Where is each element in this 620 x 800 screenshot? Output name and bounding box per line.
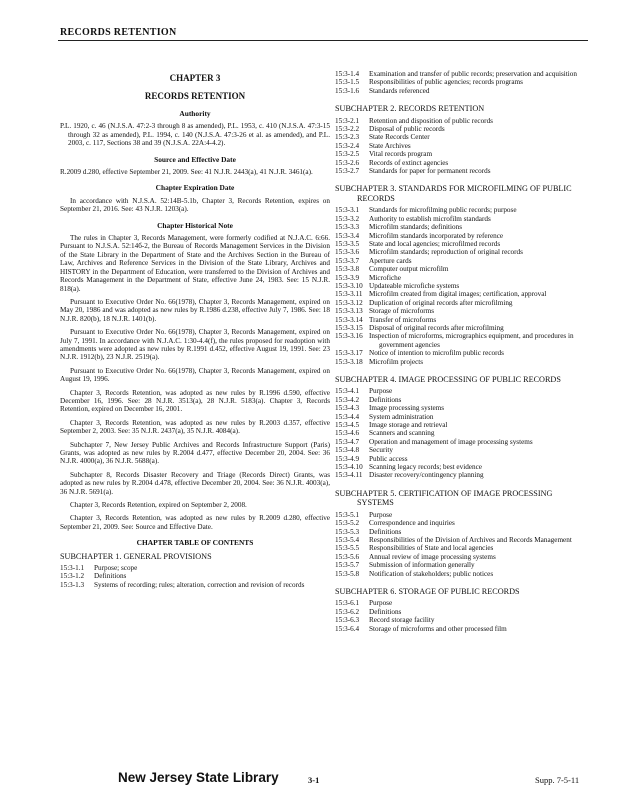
toc-entry-number: 15:3-5.7 — [335, 561, 360, 570]
toc-entry-number: 15:3-3.5 — [335, 239, 360, 248]
toc-entry-title: Definitions — [369, 527, 402, 536]
toc-entry-title: Microfilm standards; definitions — [369, 223, 463, 232]
subchapter-1-title: SUBCHAPTER 1. GENERAL PROVISIONS — [60, 551, 212, 561]
toc-entry-number: 15:3-4.6 — [335, 429, 360, 438]
toc-entry — [335, 413, 590, 421]
toc-entry — [335, 404, 590, 412]
toc-entry-title: Microfilm standards; reproduction of original records — [369, 248, 523, 257]
toc-entry — [335, 150, 590, 158]
toc-entry-number: 15:3-6.2 — [335, 607, 360, 616]
toc-entry-number: 15:3-3.10 — [335, 281, 363, 290]
toc-entry-title: Duplication of original records after microfilming — [369, 298, 513, 307]
toc-entry-title: Security — [369, 446, 393, 455]
toc-entry — [335, 299, 590, 307]
toc-entry-title: Correspondence and inquiries — [369, 519, 455, 528]
toc-entry — [335, 358, 590, 366]
toc-entry-title: Disaster recovery/contingency planning — [369, 471, 484, 480]
toc-entry-number: 15:3-4.2 — [335, 395, 360, 404]
historical-paragraph: Chapter 3, Records Retention, expired on September 2, 2008. — [70, 501, 247, 510]
subchapter-title: SUBCHAPTER 4. IMAGE PROCESSING OF PUBLIC RECORDS — [335, 375, 561, 384]
toc-entry-title: Examination and transfer of public records; preservation and acquisition — [369, 70, 577, 78]
toc-entry-number: 15:3-1.1 — [60, 564, 85, 573]
toc-entry-title: Notice of intention to microfilm public records — [369, 349, 504, 358]
toc-entry-number: 15:3-4.3 — [335, 404, 360, 413]
toc-entry-number: 15:3-1.2 — [60, 572, 85, 581]
toc-entry — [335, 133, 590, 141]
toc-entry-number: 15:3-1.6 — [335, 86, 360, 95]
toc-entry-title: Standards for microfilming public records; purpose — [369, 206, 517, 215]
toc-entry-number: 15:3-5.2 — [335, 519, 360, 528]
toc-entry-title: Notification of stakeholders; public notices — [369, 569, 494, 578]
toc-entry-number: 15:3-4.5 — [335, 421, 360, 430]
toc-entry-title: Record storage facility — [369, 616, 435, 625]
subchapter-title: SUBCHAPTER 2. RECORDS RETENTION — [335, 104, 485, 114]
historical-paragraph: Subchapter 8, Records Disaster Recovery and Triage (Records Direct) Grants, was adopted as new rules by R.2004 d.478, effective December 20, 2004. See: 36 N.J.R. 4003(a), 36 N.J.R. 5691(a). — [60, 470, 330, 496]
toc-entry — [335, 206, 590, 214]
toc-entry-number: 15:3-3.1 — [335, 206, 360, 215]
toc-entry-title: Responsibilities of public agencies; records programs — [369, 78, 523, 87]
toc-entry-number: 15:3-2.6 — [335, 158, 360, 167]
expiration-heading: Chapter Expiration Date — [155, 183, 235, 193]
toc-entry-number: 15:3-3.2 — [335, 214, 360, 223]
toc-entry — [335, 455, 590, 463]
toc-entry — [335, 446, 590, 454]
subchapter-title: SUBCHAPTER 6. STORAGE OF PUBLIC RECORDS — [335, 586, 520, 596]
historical-heading: Chapter Historical Note — [157, 220, 233, 230]
toc-entry — [335, 608, 590, 616]
toc-entry — [335, 316, 590, 324]
toc-entry-title: Public access — [369, 454, 408, 463]
toc-entry — [335, 290, 590, 298]
toc-entry-number: 15:3-6.3 — [335, 616, 360, 625]
toc-entry — [335, 553, 590, 561]
toc-entry-title: Transfer of microforms — [369, 315, 437, 324]
toc-entry-title: State and local agencies; microfilmed records — [369, 239, 501, 248]
toc-entry — [335, 223, 590, 231]
toc-entry-number: 15:3-5.3 — [335, 527, 360, 536]
toc-entry-number: 15:3-3.9 — [335, 273, 360, 282]
toc-entry-title: Aperture cards — [369, 256, 412, 265]
toc-entry — [335, 519, 590, 527]
toc-entry-title: Definitions — [94, 572, 127, 581]
toc-entry-title: State Archives — [369, 141, 411, 150]
toc-entry — [335, 616, 590, 624]
toc-entry — [335, 248, 590, 256]
toc-entry-number: 15:3-2.2 — [335, 125, 360, 134]
historical-paragraph: The rules in Chapter 3, Records Management, were formerly codified at N.J.A.C. 6:66. Pursuant to N.J.S.A. 52:14б-2, the Bureau of Records Management Services in the Division of the State Library in the Department of State and the Archives Section in the Bureau of Law, Archives and Reference Services in the Division of the State Library, Archives and HISTORY in the Department of Education, were transferred to the Division of Archives and Records Management in the Department of State, effective June 24, 1983. See: 15 N.J.R. 818(a). — [60, 234, 330, 293]
toc-entry-title: Image storage and retrieval — [369, 421, 448, 430]
toc-entry — [335, 438, 590, 446]
toc-entry — [335, 70, 590, 78]
historical-paragraph: Pursuant to Executive Order No. 66(1978), Chapter 3, Records Management, expired on July 7, 1991. In accordance with N.J.A.C. 1:30-4.4(f), the rules proposed for readoption with amendments were adopted as new rules by R.1991 d.452, effective August 19, 1991. See: 23 N.J.R. 1912(b), 23 N.J.R. 2519(a). — [60, 328, 330, 362]
toc-entry — [335, 421, 590, 429]
chapter-label: CHAPTER 3 — [169, 73, 221, 83]
source-heading: Source and Effective Date — [154, 154, 236, 164]
toc-entry — [335, 463, 590, 471]
toc-entry-title: Responsibilities of State and local agencies — [369, 544, 494, 553]
toc-entry — [335, 159, 590, 167]
toc-entry-title: Image processing systems — [369, 404, 445, 413]
toc-entry — [335, 625, 590, 633]
toc-entry — [335, 536, 590, 544]
toc-entry-title: Responsibilities of the Division of Archives and Records Management — [369, 535, 572, 544]
toc-entry-title: Inspection of microforms, micrographics equipment, and procedures in government agencies — [369, 332, 574, 349]
toc-entry — [335, 282, 590, 290]
toc-entry-number: 15:3-3.4 — [335, 231, 360, 240]
toc-entry-title: Purpose — [369, 387, 393, 396]
toc-entry-number: 15:3-5.5 — [335, 544, 360, 553]
toc-entry — [335, 257, 590, 265]
toc-entry-number: 15:3-1.4 — [335, 70, 360, 78]
toc-entry — [335, 429, 590, 437]
footer-supplement: Supp. 7-5-11 — [535, 775, 580, 785]
authority-heading: Authority — [179, 109, 211, 118]
toc-entry — [335, 274, 590, 282]
historical-paragraph: Chapter 3, Records Retention, was adopted as new rules by R.2009 d.280, effective September 21, 2009. See: Source and Effective Date. — [60, 514, 330, 531]
toc-entry-title: Submission of information generally — [369, 561, 475, 570]
toc-entry-title: Annual review of image processing systems — [369, 552, 496, 561]
toc-entry-title: Vital records program — [369, 150, 433, 159]
toc-entry — [335, 349, 590, 357]
toc-entry — [335, 396, 590, 404]
chapter-title: RECORDS RETENTION — [144, 91, 246, 101]
header-rule — [58, 40, 588, 41]
toc-entry — [335, 265, 590, 273]
subchapter-title: SUBCHAPTER 5. CERTIFICATION OF IMAGE PROCESSING SYSTEMS — [335, 488, 553, 508]
toc-entry-number: 15:3-5.1 — [335, 510, 360, 519]
toc-entry-number: 15:3-2.4 — [335, 141, 360, 150]
toc-entry-title: Systems of recording; rules; alteration, correction and revision of records — [94, 580, 305, 589]
toc-entry-number: 15:3-2.5 — [335, 150, 360, 159]
toc-entry-title: Operation and management of image processing systems — [369, 437, 533, 446]
toc-entry-title: Scanners and scanning — [369, 429, 435, 438]
toc-entry — [335, 387, 590, 395]
toc-entry-number: 15:3-4.1 — [335, 387, 360, 396]
toc-entry — [335, 544, 590, 552]
running-header: RECORDS RETENTION — [60, 27, 177, 38]
toc-entry-title: System administration — [369, 412, 434, 421]
toc-entry — [335, 240, 590, 248]
toc-entry-title: Microfiche — [369, 273, 401, 282]
toc-entry — [335, 324, 590, 332]
toc-entry-title: Definitions — [369, 607, 402, 616]
toc-entry-number: 15:3-1.3 — [60, 580, 85, 589]
left-column — [60, 70, 330, 589]
toc-entry-number: 15:3-3.15 — [335, 323, 363, 332]
toc-entry-title: Definitions — [369, 395, 402, 404]
toc-entry — [335, 167, 590, 175]
toc-entry — [335, 471, 590, 479]
source-text: R.2009 d.280, effective September 21, 2009. See: 41 N.J.R. 2443(a), 41 N.J.R. 3461(a). — [60, 168, 313, 177]
toc-entry-title: Authority to establish microfilm standards — [369, 214, 491, 223]
toc-entry — [335, 117, 590, 125]
toc-entry — [335, 561, 590, 569]
authority-text: P.L. 1920, c. 46 (N.J.S.A. 47:2-3 through 8 as amended), P.L. 1953, c. 410 (N.J.S.A. 47:3-15 through 32 as amended), P.L. 1994, c. 140 (N.J.S.A. 47:3-26 et al. as amended), and P.L. 2003, c. 117, Sections 38 and 39 (N.J.S.A. 22A:4-4.2). — [60, 122, 330, 148]
toc-entry-number: 15:3-4.9 — [335, 454, 360, 463]
continued-toc-list — [335, 70, 590, 95]
toc-entry — [335, 599, 590, 607]
toc-entry — [335, 511, 590, 519]
toc-entry — [60, 564, 330, 572]
toc-entry-number: 15:3-4.10 — [335, 463, 363, 472]
toc-entry — [60, 581, 330, 589]
toc-entry-number: 15:3-5.6 — [335, 552, 360, 561]
footer-library-name: New Jersey State Library — [118, 770, 279, 785]
historical-paragraph: Chapter 3, Records Retention, was adopted as new rules by R.2003 d.357, effective September 2, 2003. See: 35 N.J.R. 2437(a), 35 N.J.R. 4084(a). — [60, 418, 330, 436]
toc-entry-title: Microfilm created from digital images; certification, approval — [369, 290, 547, 299]
footer-page-number: 3-1 — [308, 775, 320, 785]
toc-entry-number: 15:3-3.8 — [335, 265, 360, 274]
subchapter-title: SUBCHAPTER 3. STANDARDS FOR MICROFILMING OF PUBLIC RECORDS — [335, 184, 572, 203]
toc-entry — [60, 572, 330, 580]
toc-entry-number: 15:3-3.17 — [335, 349, 363, 358]
toc-entry-title: Storage of microforms and other processed film — [369, 624, 507, 633]
toc-entry-number: 15:3-2.1 — [335, 116, 360, 125]
toc-entry — [335, 142, 590, 150]
toc-entry-number: 15:3-3.12 — [335, 298, 363, 307]
toc-entry-title: Microfilm projects — [369, 357, 424, 366]
toc-entry-number: 15:3-5.4 — [335, 535, 360, 544]
toc-entry-number: 15:3-4.4 — [335, 412, 360, 421]
toc-entry-title: Scanning legacy records; best evidence — [369, 463, 482, 472]
subchapter-list — [335, 104, 590, 633]
toc-entry-title: Retention and disposition of public records — [369, 116, 493, 125]
toc-entry-number: 15:3-3.7 — [335, 256, 360, 265]
toc-entry — [335, 215, 590, 223]
toc-entry-number: 15:3-4.7 — [335, 437, 360, 446]
toc-entry-number: 15:3-4.8 — [335, 446, 360, 455]
toc-entry-title: Storage of microforms — [369, 307, 435, 316]
toc-entry-number: 15:3-3.18 — [335, 357, 363, 366]
toc-entry — [335, 87, 590, 95]
toc-heading: CHAPTER TABLE OF CONTENTS — [136, 538, 254, 548]
toc-entry-number: 15:3-4.11 — [335, 471, 363, 480]
historical-paragraph: Subchapter 7, New Jersey Public Archives and Records Infrastructure Support (Paris) Grants, was adopted as new rules by R.2004 d.477, effective December 20, 2004. See: 36 N.J.R. 4000(a), 36 N.J.R. 5688(a). — [60, 440, 330, 466]
toc-entry-number: 15:3-3.6 — [335, 248, 360, 257]
toc-entry-title: Updateable microfiche systems — [369, 281, 460, 290]
toc-entry-number: 15:3-6.1 — [335, 599, 360, 608]
toc-entry-number: 15:3-5.8 — [335, 569, 360, 578]
toc-entry — [335, 528, 590, 536]
toc-entry-number: 15:3-1.5 — [335, 78, 360, 87]
toc-entry — [335, 78, 590, 86]
historical-paragraph: Pursuant to Executive Order No. 66(1978), Chapter 3, Records Management, expired on August 19, 1996. — [60, 366, 330, 384]
toc-entry-title: State Records Center — [369, 133, 430, 142]
toc-entry-title: Purpose — [369, 599, 393, 608]
toc-entry — [335, 332, 590, 349]
toc-entry-title: Purpose — [369, 510, 393, 519]
toc-entry-title: Standards referenced — [369, 86, 430, 95]
right-column — [335, 70, 590, 633]
toc-entry — [335, 232, 590, 240]
toc-entry-number: 15:3-2.7 — [335, 167, 360, 176]
historical-paragraph: Pursuant to Executive Order No. 66(1978), Chapter 3, Records Management, expired on May 20, 1986 and was adopted as new rules by R.1986 d.238, effective July 7, 1986. See: 18 N.J.R. 820(b), 18 N.J.R. 1401(b). — [60, 297, 330, 323]
toc-entry — [335, 307, 590, 315]
toc-entry-title: Standards for paper for permanent records — [369, 167, 491, 176]
toc-entry-number: 15:3-3.14 — [335, 315, 363, 324]
historical-paragraph: Chapter 3, Records Retention, was adopted as new rules by R.1996 d.590, effective December 16, 1996. See: 28 N.J.R. 3513(a), 28 N.J.R. 5183(a). Chapter 3, Records Retention, expired on December 16, 2001. — [60, 388, 330, 414]
toc-entry-number: 15:3-3.13 — [335, 307, 363, 316]
toc-entry-number: 15:3-3.16 — [335, 332, 363, 341]
toc-entry-number: 15:3-2.3 — [335, 133, 360, 142]
toc-entry-title: Computer output microfilm — [369, 265, 449, 274]
toc-entry — [335, 125, 590, 133]
toc-entry-title: Disposal of public records — [369, 125, 445, 134]
expiration-text: In accordance with N.J.S.A. 52:14B-5.1b, Chapter 3, Records Retention, expires on September 21, 2016. See: 43 N.J.R. 1203(a). — [60, 196, 330, 214]
toc-entry-title: Disposal of original records after microfilming — [369, 323, 504, 332]
toc-entry — [335, 570, 590, 578]
toc-entry-number: 15:3-3.3 — [335, 223, 360, 232]
toc-entry-title: Records of extinct agencies — [369, 158, 449, 167]
toc-entry-title: Purpose; scope — [94, 564, 138, 573]
toc-entry-number: 15:3-6.4 — [335, 624, 360, 633]
toc-entry-title: Microfilm standards incorporated by reference — [369, 231, 504, 240]
toc-entry-number: 15:3-3.11 — [335, 290, 363, 299]
